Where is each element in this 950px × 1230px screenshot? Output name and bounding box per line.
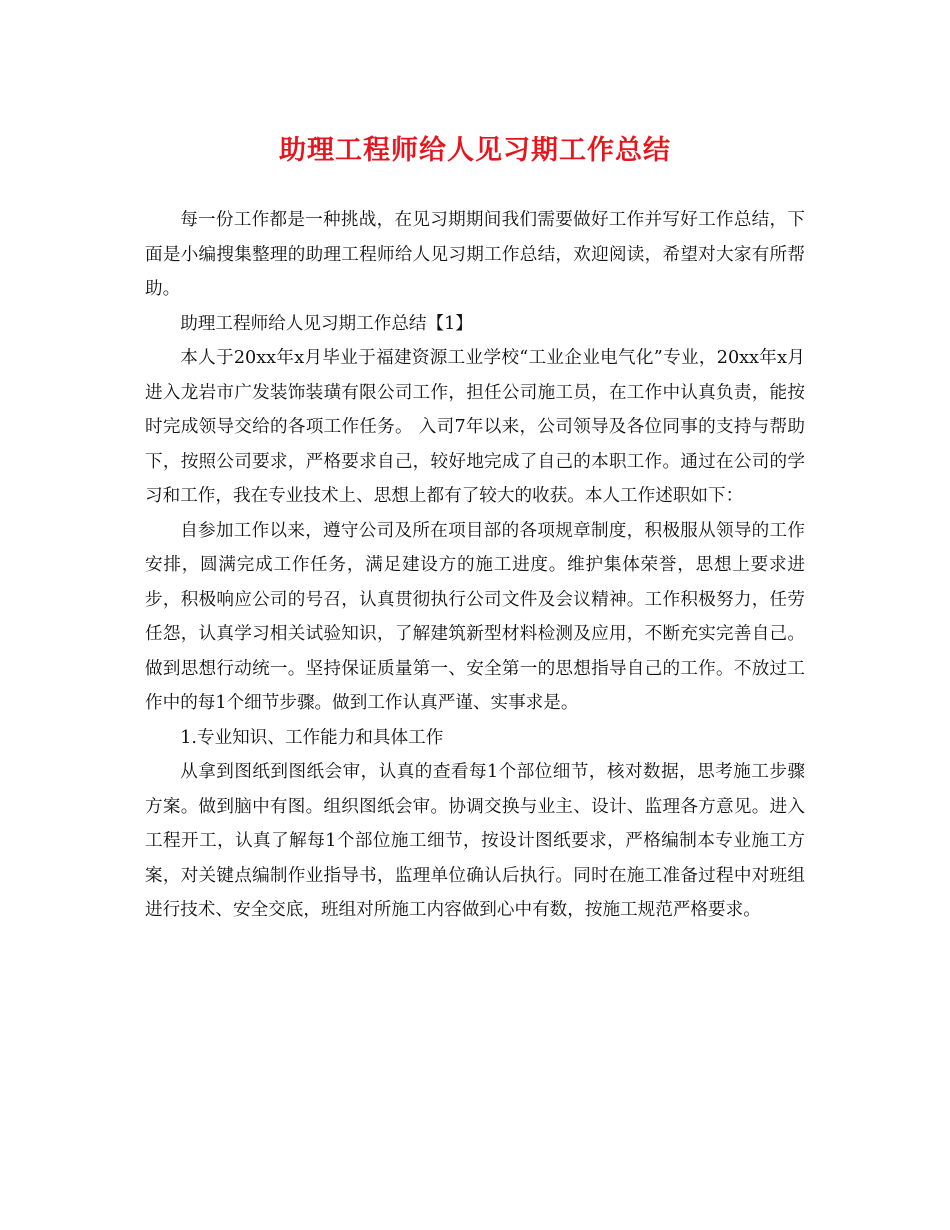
subheading-professional-knowledge: 1.专业知识、工作能力和具体工作 [180, 727, 444, 748]
paragraph-drawings: 从拿到图纸到图纸会审，认真的查看每1个部位细节，核对数据，思考施工步骤方案。做到脑中有图。组织图纸会审。协调交换与业主、设计、监理各方意见。进入工程开工，认真了解每1个部位施工细节，按设计图纸要求，严格编制本专业施工方案，对关键点编制作业指导书，监理单位确认后执行。同时在施工准备过程中对班组进行技术、安全交底，班组对所施工内容做到心中有数，按施工规范严格要求。 [145, 762, 805, 920]
paragraph-attitude: 自参加工作以来，遵守公司及所在项目部的各项规章制度，积极服从领导的工作安排，圆满完成工作任务，满足建设方的施工进度。维护集体荣誉，思想上要求进步，积极响应公司的号召，认真贯彻执行公司文件及会议精神。工作积极努力，任劳任怨，认真学习相关试验知识，了解建筑新型材料检测及应用，不断充实完善自己。做到思想行动统一。坚持保证质量第一、安全第一的思想指导自己的工作。不放过工作中的每1个细节步骤。做到工作认真严谨、实事求是。 [145, 520, 805, 713]
paragraph-intro: 每一份工作都是一种挑战，在见习期期间我们需要做好工作并写好工作总结，下面是小编搜集整理的助理工程师给人见习期工作总结，欢迎阅读，希望对大家有所帮助。 [145, 210, 805, 299]
document-body [145, 203, 805, 928]
section-heading-1: 助理工程师给人见习期工作总结【1】 [180, 313, 473, 334]
paragraph-background: 本人于20xx年x月毕业于福建资源工业学校“工业企业电气化”专业，20xx年x月进入龙岩市广发装饰装璜有限公司工作，担任公司施工员，在工作中认真负责，能按时完成领导交给的各项工作任务。 入司7年以来，公司领导及各位同事的支持与帮助下，按照公司要求，严格要求自己，较好地完成了自己的本职工作。通过在公司的学习和工作，我在专业技术上、思想上都有了较大的收获。本人工作述职如下： [145, 348, 805, 506]
document-title: 助理工程师给人见习期工作总结 [279, 135, 671, 166]
